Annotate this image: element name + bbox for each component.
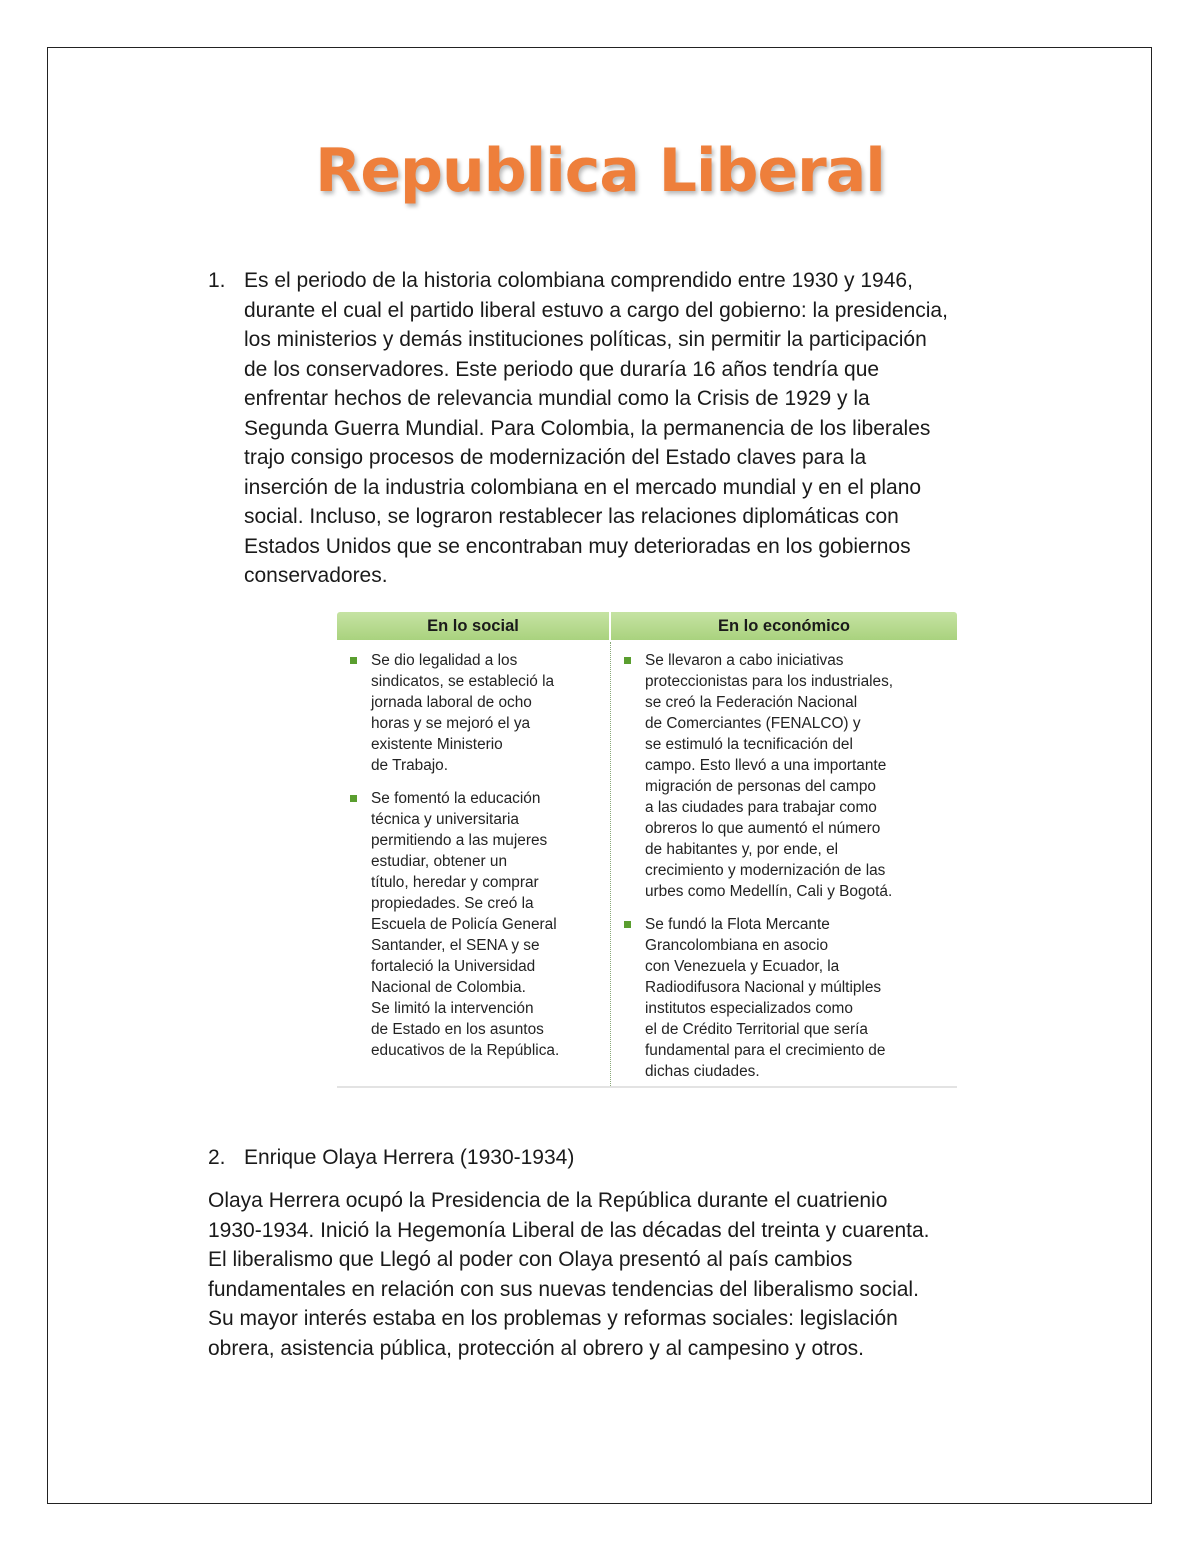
text-line: inserción de la industria colombiana en el mercado mundial y en el plano [244,475,922,499]
bullet-line: institutos especializados como [645,1000,853,1017]
text-line: de los conservadores. Este periodo que duraría 16 años tendría que [244,357,880,381]
bullet-line: Se fomentó la educación [371,790,541,807]
bullet-line: crecimiento y modernización de las [645,862,886,879]
comparison-table [337,612,957,1088]
bullet-line: dichas ciudades. [645,1063,760,1080]
bullet-line: Se limitó la intervención [371,1000,534,1017]
text-line: durante el cual el partido liberal estuvo a cargo del gobierno: la presidencia, [244,298,948,322]
square-bullet-icon [350,795,357,802]
bullet-line: se estimuló la tecnificación del [645,736,853,753]
list-number: 2. [208,1146,226,1169]
text-line: enfrentar hechos de relevancia mundial como la Crisis de 1929 y la [244,387,870,410]
bullet-line: de Trabajo. [371,757,449,774]
bullet-line: Nacional de Colombia. [371,979,526,996]
bullet-line: sindicatos, se estableció la [371,673,555,690]
bullet-line: obreros lo que aumentó el número [645,820,881,837]
bullet-line: título, heredar y comprar [371,874,539,891]
text-line: fundamentales en relación con sus nuevas tendencias del liberalismo social. [208,1277,919,1301]
bullet-line: se creó la Federación Nacional [645,694,858,711]
bullet-line: jornada laboral de ocho [371,694,532,711]
bullet-line: horas y se mejoró el ya [371,715,531,732]
table-header [337,612,957,640]
bullet-item [621,650,951,902]
square-bullet-icon [624,657,631,664]
list-number: 1. [208,269,226,292]
bullet-line: urbes como Medellín, Cali y Bogotá. [645,883,893,900]
text-line: El liberalismo que Llegó al poder con Olaya presentó al país cambios [208,1248,853,1271]
bullet-line: el de Crédito Territorial que sería [645,1021,868,1038]
bullet-item [347,650,609,776]
bullet-line: migración de personas del campo [645,778,876,795]
bullet-line: a las ciudades para trabajar como [645,799,877,816]
bullet-line: estudiar, obtener un [371,853,508,870]
bullet-item [621,914,951,1082]
body-paragraph [208,1186,1048,1363]
text-line: Es el periodo de la historia colombiana comprendido entre 1930 y 1946, [244,269,913,292]
text-line: Segunda Guerra Mundial. Para Colombia, la permanencia de los liberales [244,416,931,440]
text-line: Su mayor interés estaba en los problemas y reformas sociales: legislación [208,1307,898,1330]
bullet-line: Grancolombiana en asocio [645,937,829,954]
column-divider [610,642,611,1086]
bullet-line: Radiodifusora Nacional y múltiples [645,979,882,996]
text-line: obrera, asistencia pública, protección al obrero y al campesino y otros. [208,1336,865,1360]
list-item-text [244,266,1044,591]
page-title: Republica Liberal [315,136,885,206]
text-line: los ministerios y demás instituciones políticas, sin permitir la participación [244,328,927,351]
list-item-1 [208,266,1048,591]
text-line: Olaya Herrera ocupó la Presidencia de la República durante el cuatrienio [208,1189,888,1212]
text-line: 1930-1934. Inició la Hegemonía Liberal de las décadas del treinta y cuarenta. [208,1218,930,1242]
text-line: Estados Unidos que se encontraban muy deterioradas en los gobiernos [244,534,911,558]
bullet-line: con Venezuela y Ecuador, la [645,958,840,975]
text-line: trajo consigo procesos de modernización del Estado claves para la [244,446,867,469]
bullet-line: fortaleció la Universidad [371,958,536,975]
bullet-line: Santander, el SENA y se [371,937,540,954]
bullet-line: de Estado en los asuntos [371,1021,544,1038]
bullet-line: permitiendo a las mujeres [371,832,548,849]
bullet-line: Se fundó la Flota Mercante [645,916,830,933]
square-bullet-icon [350,657,357,664]
text-line: conservadores. [244,564,388,587]
table-bottom-rule [337,1086,957,1088]
bullet-line: proteccionistas para los industriales, [645,673,894,690]
bullet-line: Se dio legalidad a los [371,652,518,669]
bullet-line: educativos de la República. [371,1042,560,1059]
bullet-line: fundamental para el crecimiento de [645,1042,886,1059]
bullet-line: de habitantes y, por ende, el [645,841,839,858]
text-line: social. Incluso, se lograron restablecer las relaciones diplomáticas con [244,505,899,528]
bullet-item [347,788,609,1061]
list-item-text: Enrique Olaya Herrera (1930-1934) [244,1146,575,1169]
list-item-2 [208,1143,1048,1173]
bullet-line: campo. Esto llevó a una importante [645,757,887,774]
column-economic [621,650,951,1094]
bullet-line: de Comerciantes (FENALCO) y [645,715,861,732]
bullet-line: técnica y universitaria [371,811,519,828]
header-economic: En lo económico [717,617,851,635]
bullet-line: Escuela de Policía General [371,916,557,933]
header-social: En lo social [427,617,519,635]
bullet-line: Se llevaron a cabo iniciativas [645,652,844,669]
bullet-line: existente Ministerio [371,736,503,753]
column-social [347,650,609,1073]
bullet-line: propiedades. Se creó la [371,895,534,912]
square-bullet-icon [624,921,631,928]
